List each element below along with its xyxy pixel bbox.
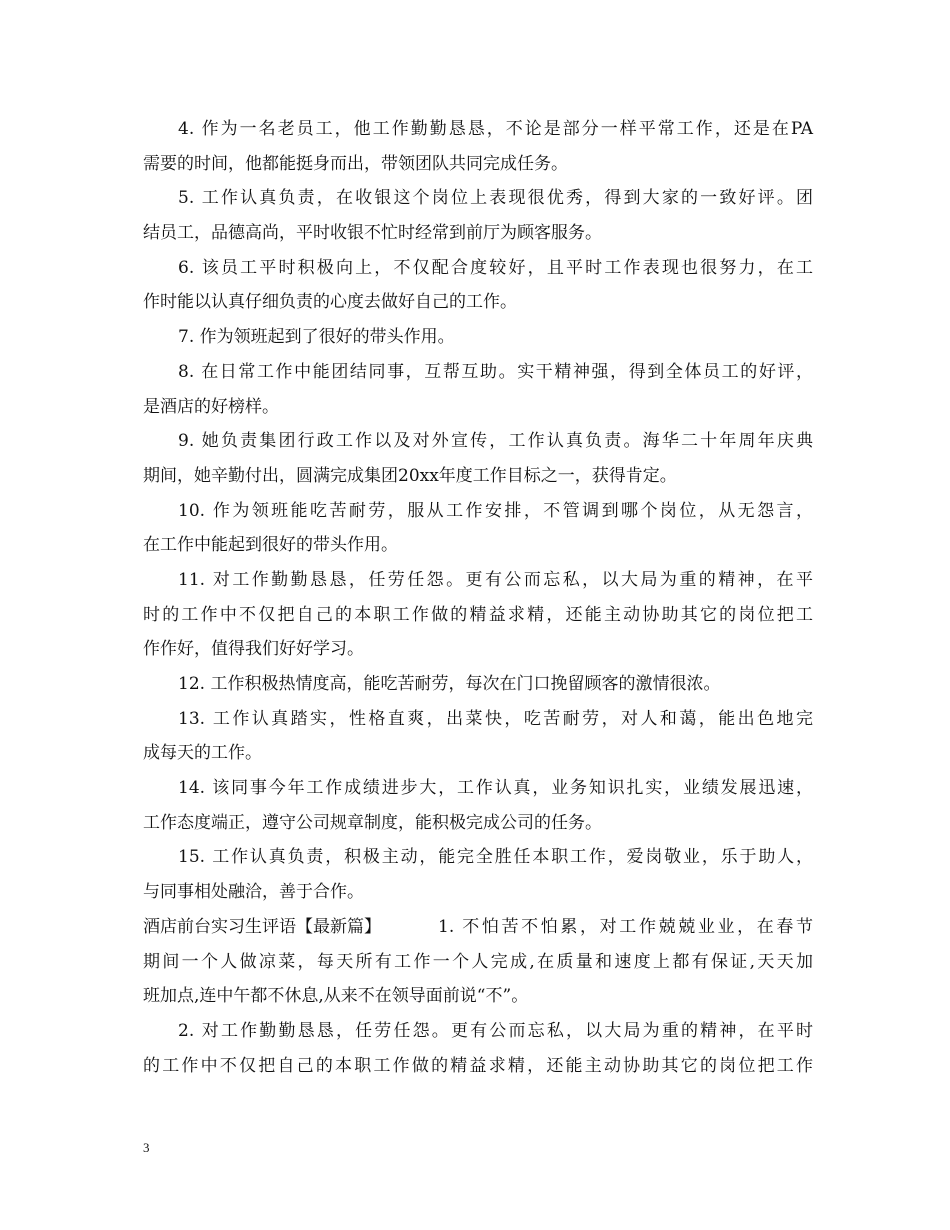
paragraph-line: 作作好，值得我们好好学习。: [143, 639, 364, 660]
paragraph-line: 15. 工作认真负责，积极主动，能完全胜任本职工作，爱岗敬业，乐于助人，: [178, 847, 813, 868]
paragraph-line: 4. 作为一名老员工，他工作勤勤恳恳，不论是部分一样平常工作，还是在PA: [178, 119, 813, 139]
paragraph-line: 成每天的工作。: [143, 743, 262, 764]
paragraph-line: 13. 工作认真踏实，性格直爽，出菜快，吃苦耐劳，对人和蔼，能出色地完: [178, 708, 813, 729]
paragraph-line: 期间，她辛勤付出，圆满完成集团20xx年度工作目标之一，获得肯定。: [143, 465, 677, 486]
paragraph-line: 7. 作为领班起到了很好的带头作用。: [178, 327, 455, 348]
document-body: [143, 112, 813, 1083]
paragraph-line: 班加点,连中午都不休息,从来不在领导面前说“不”。: [143, 986, 529, 1007]
paragraph-line: 2. 对工作勤勤恳恳，任劳任怨。更有公而忘私，以大局为重的精神，在平时: [178, 1020, 813, 1041]
paragraph-line: 10. 作为领班能吃苦耐劳，服从工作安排，不管调到哪个岗位，从无怨言，: [178, 500, 813, 521]
page-number: 3: [143, 1140, 150, 1155]
paragraph-line: 的工作中不仅把自己的本职工作做的精益求精，还能主动协助其它的岗位把工作: [143, 1055, 813, 1076]
section-title: 酒店前台实习生评语【最新篇】: [143, 916, 381, 937]
paragraph-line: 9. 她负责集团行政工作以及对外宣传，工作认真负责。海华二十年周年庆典: [178, 431, 813, 452]
paragraph-line: 期间一个人做凉菜，每天所有工作一个人完成,在质量和速度上都有保证,天天加: [143, 951, 813, 972]
paragraph-line: 11. 对工作勤勤恳恳，任劳任怨。更有公而忘私，以大局为重的精神，在平: [178, 569, 813, 590]
paragraph-line: 工作态度端正，遵守公司规章制度，能积极完成公司的任务。: [143, 812, 602, 833]
paragraph-line: 12. 工作积极热情度高，能吃苦耐劳，每次在门口挽留顾客的激情很浓。: [178, 674, 721, 694]
paragraph-line: 14. 该同事今年工作成绩进步大，工作认真，业务知识扎实，业绩发展迅速，: [178, 778, 813, 799]
paragraph-line: 时的工作中不仅把自己的本职工作做的精益求精，还能主动协助其它的岗位把工: [143, 604, 813, 625]
paragraph-line: 结员工，品德高尚，平时收银不忙时经常到前厅为顾客服务。: [143, 223, 602, 244]
paragraph-line: 8. 在日常工作中能团结同事，互帮互助。实干精神强，得到全体员工的好评，: [178, 361, 813, 382]
paragraph-line: 6. 该员工平时积极向上，不仅配合度较好，且平时工作表现也很努力，在工: [178, 257, 813, 278]
paragraph-line: 是酒店的好榜样。: [143, 396, 279, 417]
section-heading-line: [143, 910, 813, 945]
paragraph-line: 在工作中能起到很好的带头作用。: [143, 535, 398, 556]
paragraph-line: 5. 工作认真负责，在收银这个岗位上表现很优秀，得到大家的一致好评。团: [178, 188, 813, 209]
paragraph-line: 需要的时间，他都能挺身而出，带领团队共同完成任务。: [143, 153, 568, 174]
section-first-line: 1. 不怕苦不怕累，对工作兢兢业业，在春节: [438, 916, 813, 937]
paragraph-line: 作时能以认真仔细负责的心度去做好自己的工作。: [143, 292, 517, 313]
paragraph-line: 与同事相处融洽，善于合作。: [143, 882, 364, 903]
